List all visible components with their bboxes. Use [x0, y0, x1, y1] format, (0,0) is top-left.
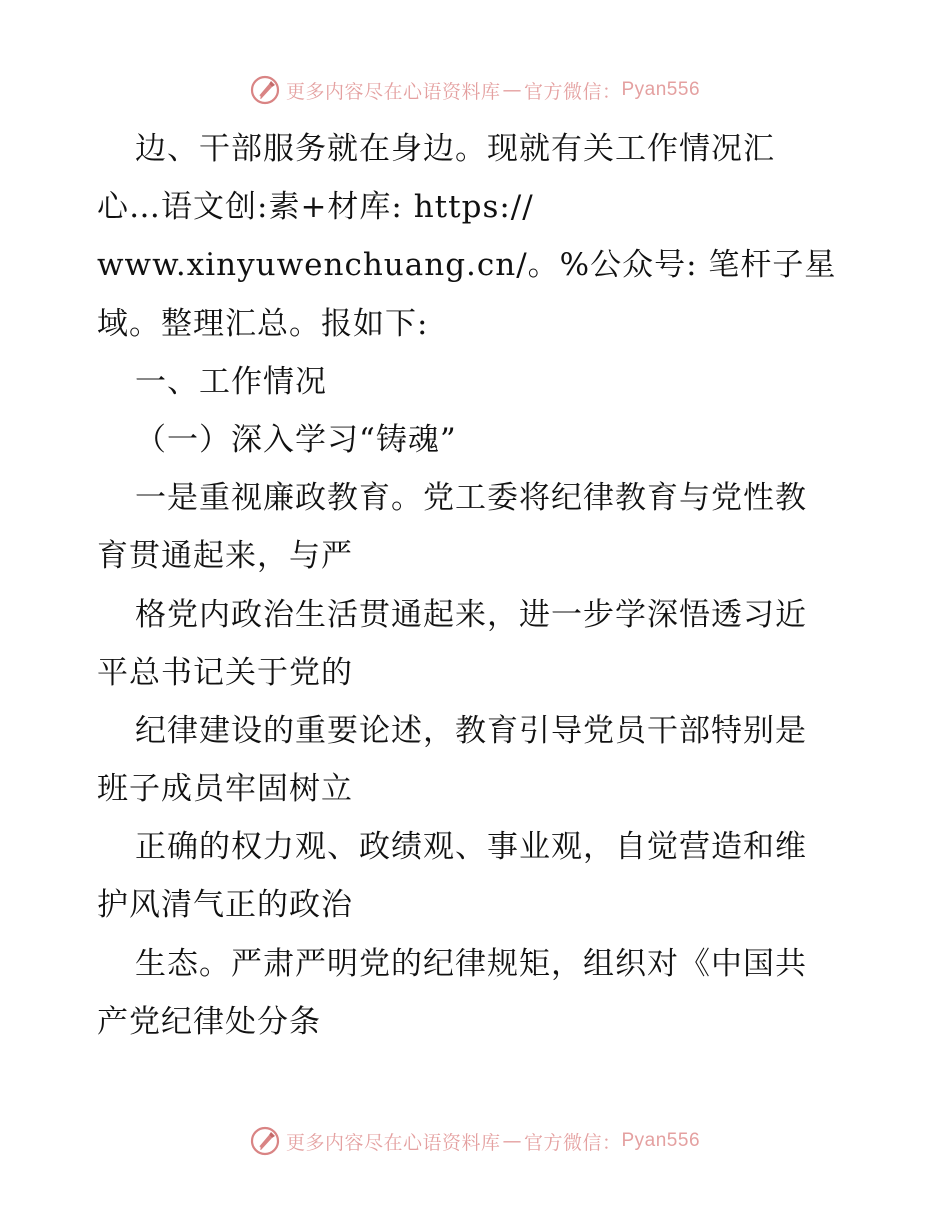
body-line: www.xinyuwenchuang.cn/。%公众号: 笔杆子星	[97, 247, 837, 284]
header-watermark	[0, 72, 950, 108]
body-line: 产党纪律处分条	[97, 1003, 321, 1040]
subsection-heading: （一）深入学习“铸魂”	[135, 421, 457, 458]
watermark-separator: —	[502, 79, 522, 101]
body-line: 平总书记关于党的	[97, 654, 353, 691]
body-line: 域。整理汇总。报如下:	[97, 305, 429, 342]
watermark-separator: —	[502, 1130, 522, 1152]
watermark-brand: 更多内容尽在心语资料库	[285, 80, 501, 103]
body-line: 格党内政治生活贯通起来，进一步学深悟透习近	[135, 596, 807, 633]
footer-watermark	[0, 1123, 950, 1159]
watermark-label: 官方微信：	[523, 80, 622, 103]
document-body	[97, 120, 857, 1051]
body-line: 纪律建设的重要论述，教育引导党员干部特别是	[135, 712, 807, 749]
body-line: 生态。严肃严明党的纪律规矩，组织对《中国共	[135, 945, 807, 982]
watermark-label: 官方微信：	[523, 1131, 622, 1154]
body-line: 边、干部服务就在身边。现就有关工作情况汇	[135, 131, 775, 167]
section-heading: 一、工作情况	[135, 363, 327, 400]
body-line: 育贯通起来，与严	[97, 538, 353, 575]
watermark-brand: 更多内容尽在心语资料库	[285, 1131, 501, 1154]
watermark-id: Pyan556	[621, 1130, 701, 1151]
body-line: 班子成员牢固树立	[97, 771, 353, 808]
body-line: 正确的权力观、政绩观、事业观，自觉营造和维	[135, 829, 807, 866]
body-line: 心…语文创:素+材库: https://	[97, 189, 534, 226]
body-line: 护风清气正的政治	[97, 887, 353, 924]
watermark-id: Pyan556	[621, 79, 701, 100]
body-line: 一是重视廉政教育。党工委将纪律教育与党性教	[135, 480, 807, 517]
pen-icon	[250, 1126, 280, 1156]
pen-icon	[250, 75, 280, 105]
